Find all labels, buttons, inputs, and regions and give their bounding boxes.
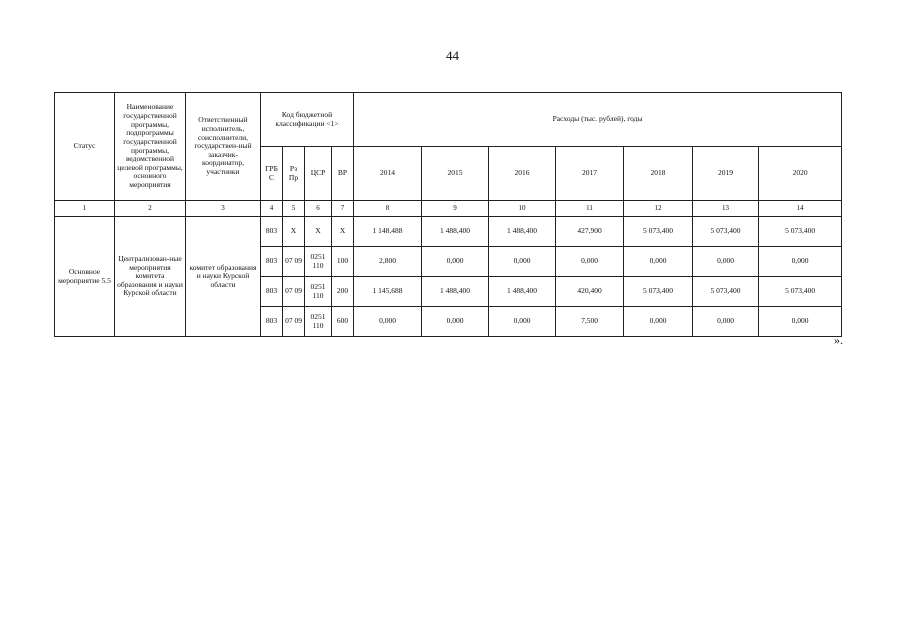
header-year: 2014 xyxy=(354,147,422,201)
header-vr: ВР xyxy=(332,147,354,201)
budget-table xyxy=(54,92,842,337)
amount-cell: 1 148,488 xyxy=(354,217,422,247)
column-number: 2 xyxy=(115,201,186,217)
amount-cell: 0,000 xyxy=(489,247,556,277)
column-number-row xyxy=(55,201,842,217)
grbs-cell: 803 xyxy=(261,247,283,277)
page-number: 44 xyxy=(446,48,459,63)
header-year: 2016 xyxy=(489,147,556,201)
header-year: 2015 xyxy=(422,147,489,201)
amount-cell: 5 073,400 xyxy=(624,217,693,247)
amount-cell: 0,000 xyxy=(624,247,693,277)
amount-cell: 0,000 xyxy=(759,247,842,277)
header-grbs: ГРБ С xyxy=(261,147,283,201)
amount-cell: 1 145,688 xyxy=(354,277,422,307)
amount-cell: 0,000 xyxy=(693,307,759,337)
column-number: 5 xyxy=(283,201,305,217)
header-csr: ЦСР xyxy=(305,147,332,201)
grbs-cell: 803 xyxy=(261,277,283,307)
header-rzpr: Рз Пр xyxy=(283,147,305,201)
header-status: Статус xyxy=(55,93,115,201)
grbs-cell: 803 xyxy=(261,307,283,337)
csr-cell: 0251 110 xyxy=(305,307,332,337)
amount-cell: 5 073,400 xyxy=(693,277,759,307)
amount-cell: 0,000 xyxy=(556,247,624,277)
amount-cell: 1 488,400 xyxy=(422,217,489,247)
table-row xyxy=(55,217,842,247)
column-number: 14 xyxy=(759,201,842,217)
amount-cell: 1 488,400 xyxy=(489,277,556,307)
header-year: 2019 xyxy=(693,147,759,201)
amount-cell: 0,000 xyxy=(354,307,422,337)
csr-cell: X xyxy=(305,217,332,247)
amount-cell: 0,000 xyxy=(693,247,759,277)
header-program-name: Наименование государственной программы, подпрограммы государственной программы, ведомственной целевой программы, основного мероприятия xyxy=(115,93,186,201)
rzpr-cell: 07 09 xyxy=(283,307,305,337)
column-number: 3 xyxy=(186,201,261,217)
amount-cell: 0,000 xyxy=(759,307,842,337)
column-number: 8 xyxy=(354,201,422,217)
column-number: 11 xyxy=(556,201,624,217)
vr-cell: 200 xyxy=(332,277,354,307)
amount-cell: 5 073,400 xyxy=(759,217,842,247)
column-number: 7 xyxy=(332,201,354,217)
status-cell: Основное мероприятие 5.5 xyxy=(55,217,115,337)
vr-cell: 100 xyxy=(332,247,354,277)
amount-cell: 0,000 xyxy=(489,307,556,337)
header-row-1 xyxy=(55,93,842,147)
rzpr-cell: 07 09 xyxy=(283,277,305,307)
header-year: 2020 xyxy=(759,147,842,201)
rzpr-cell: 07 09 xyxy=(283,247,305,277)
amount-cell: 5 073,400 xyxy=(624,277,693,307)
amount-cell: 420,400 xyxy=(556,277,624,307)
amount-cell: 427,900 xyxy=(556,217,624,247)
column-number: 10 xyxy=(489,201,556,217)
header-expenses: Расходы (тыс. рублей), годы xyxy=(354,93,842,147)
column-number: 4 xyxy=(261,201,283,217)
closing-quote-mark: ». xyxy=(834,333,843,347)
header-budget-code: Код бюджетной классификации <1> xyxy=(261,93,354,147)
column-number: 1 xyxy=(55,201,115,217)
amount-cell: 5 073,400 xyxy=(759,277,842,307)
amount-cell: 0,000 xyxy=(422,307,489,337)
program-name-cell: Централизован-ные мероприятия комитета образования и науки Курской области xyxy=(115,217,186,337)
amount-cell: 2,800 xyxy=(354,247,422,277)
vr-cell: 600 xyxy=(332,307,354,337)
header-responsible: Ответственный исполнитель, соисполнители, государствен-ный заказчик-координатор, участники xyxy=(186,93,261,201)
column-number: 12 xyxy=(624,201,693,217)
rzpr-cell: X xyxy=(283,217,305,247)
grbs-cell: 803 xyxy=(261,217,283,247)
amount-cell: 1 488,400 xyxy=(422,277,489,307)
amount-cell: 7,500 xyxy=(556,307,624,337)
header-year: 2018 xyxy=(624,147,693,201)
column-number: 13 xyxy=(693,201,759,217)
vr-cell: X xyxy=(332,217,354,247)
csr-cell: 0251 110 xyxy=(305,247,332,277)
column-number: 9 xyxy=(422,201,489,217)
column-number: 6 xyxy=(305,201,332,217)
amount-cell: 0,000 xyxy=(624,307,693,337)
amount-cell: 0,000 xyxy=(422,247,489,277)
csr-cell: 0251 110 xyxy=(305,277,332,307)
responsible-cell: комитет образования и науки Курской области xyxy=(186,217,261,337)
amount-cell: 1 488,400 xyxy=(489,217,556,247)
header-year: 2017 xyxy=(556,147,624,201)
amount-cell: 5 073,400 xyxy=(693,217,759,247)
